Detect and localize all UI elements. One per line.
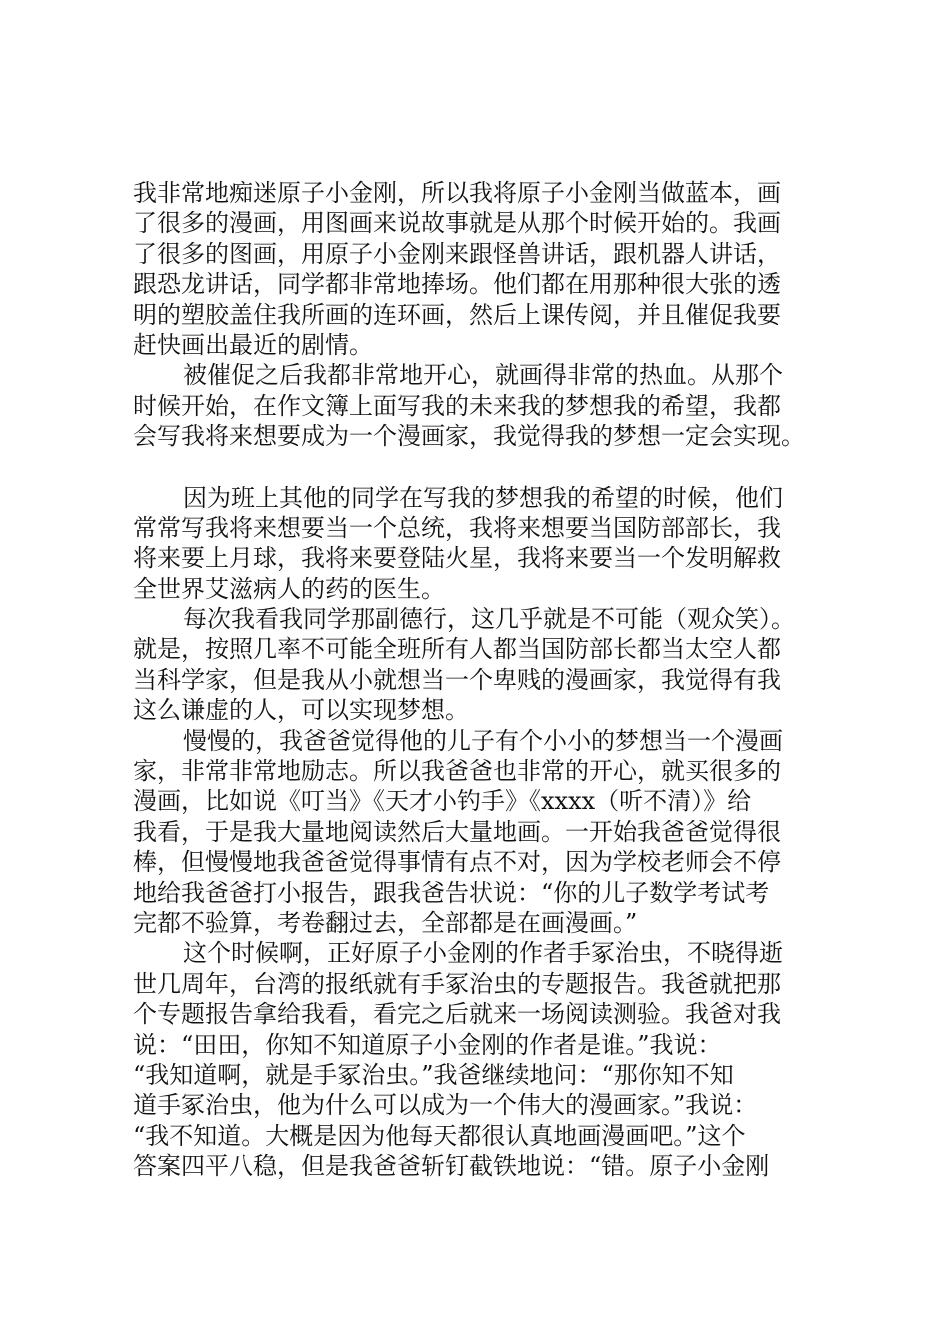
text-line: 会写我将来想要成为一个漫画家，我觉得我的梦想一定会实现。 <box>133 422 805 451</box>
text-line: 棒，但慢慢地我爸爸觉得事情有点不对，因为学校老师会不停 <box>133 848 781 877</box>
text-line: 被催促之后我都非常地开心，就画得非常的热血。从那个 <box>183 361 783 390</box>
paragraph-spacer <box>133 452 833 483</box>
text-line: 这个时候啊，正好原子小金刚的作者手冢治虫，不晓得逝 <box>183 939 783 968</box>
text-line: 我非常地痴迷原子小金刚，所以我将原子小金刚当做蓝本，画 <box>133 179 781 207</box>
paragraph-5 <box>133 726 833 939</box>
text-line: 每次我看我同学那副德行，这几乎就是不可能（观众笑）。 <box>183 605 795 634</box>
text-line: 常常写我将来想要当一个总统，我将来想要当国防部部长，我 <box>133 513 781 542</box>
text-line: 将来要上月球，我将来要登陆火星，我将来要当一个发明解救 <box>133 544 781 573</box>
text-line: “我知道啊，就是手冢治虫。”我爸继续地问：“那你知不知 <box>133 1060 734 1089</box>
text-line: 就是，按照几率不可能全班所有人都当国防部长都当太空人都 <box>133 635 781 664</box>
text-line: 当科学家，但是我从小就想当一个卑贱的漫画家，我觉得有我 <box>133 665 781 694</box>
text-line: 世几周年，台湾的报纸就有手冢治虫的专题报告。我爸就把那 <box>133 969 781 998</box>
text-line: 因为班上其他的同学在写我的梦想我的希望的时候，他们 <box>183 483 783 512</box>
text-line: 明的塑胶盖住我所画的连环画，然后上课传阅，并且催促我要 <box>133 300 781 329</box>
text-line: 赶快画出最近的剧情。 <box>133 330 373 359</box>
text-line: 这么谦虚的人，可以实现梦想。 <box>133 696 469 725</box>
paragraph-1 <box>133 178 833 360</box>
paragraph-2 <box>133 360 833 451</box>
text-line: 了很多的漫画，用图画来说故事就是从那个时候开始的。我画 <box>133 209 781 238</box>
text-line: 家，非常非常地励志。所以我爸爸也非常的开心，就买很多的 <box>133 757 781 786</box>
text-line: 完都不验算，考卷翻过去，全部都是在画漫画。” <box>133 908 638 937</box>
text-line: 慢慢的，我爸爸觉得他的儿子有个小小的梦想当一个漫画 <box>183 726 783 755</box>
text-line: “我不知道。大概是因为他每天都很认真地画漫画吧。”这个 <box>133 1121 746 1150</box>
text-line: 道手冢治虫，他为什么可以成为一个伟大的漫画家。”我说： <box>133 1091 758 1120</box>
text-line: 时候开始，在作文簿上面写我的未来我的梦想我的希望，我都 <box>133 391 781 420</box>
text-line: 答案四平八稳，但是我爸爸斩钉截铁地说：“错。原子小金刚 <box>133 1152 770 1181</box>
text-line: 了很多的图画，用原子小金刚来跟怪兽讲话，跟机器人讲话， <box>133 239 781 268</box>
paragraph-3 <box>133 483 833 605</box>
paragraph-6 <box>133 938 833 1181</box>
text-line: 漫画，比如说《叮当》《天才小钓手》《xxxx（听不清）》给 <box>133 787 752 816</box>
text-line: 说：“田田，你知不知道原子小金刚的作者是谁。”我说： <box>133 1030 722 1059</box>
paragraph-4 <box>133 604 833 726</box>
body-text <box>133 178 833 1182</box>
text-line: 我看，于是我大量地阅读然后大量地画。一开始我爸爸觉得很 <box>133 817 781 846</box>
text-line: 个专题报告拿给我看，看完之后就来一场阅读测验。我爸对我 <box>133 1000 781 1029</box>
text-line: 全世界艾滋病人的药的医生。 <box>133 574 445 603</box>
text-line: 跟恐龙讲话，同学都非常地捧场。他们都在用那种很大张的透 <box>133 270 781 299</box>
text-line: 地给我爸爸打小报告，跟我爸告状说：“你的儿子数学考试考 <box>133 878 770 907</box>
